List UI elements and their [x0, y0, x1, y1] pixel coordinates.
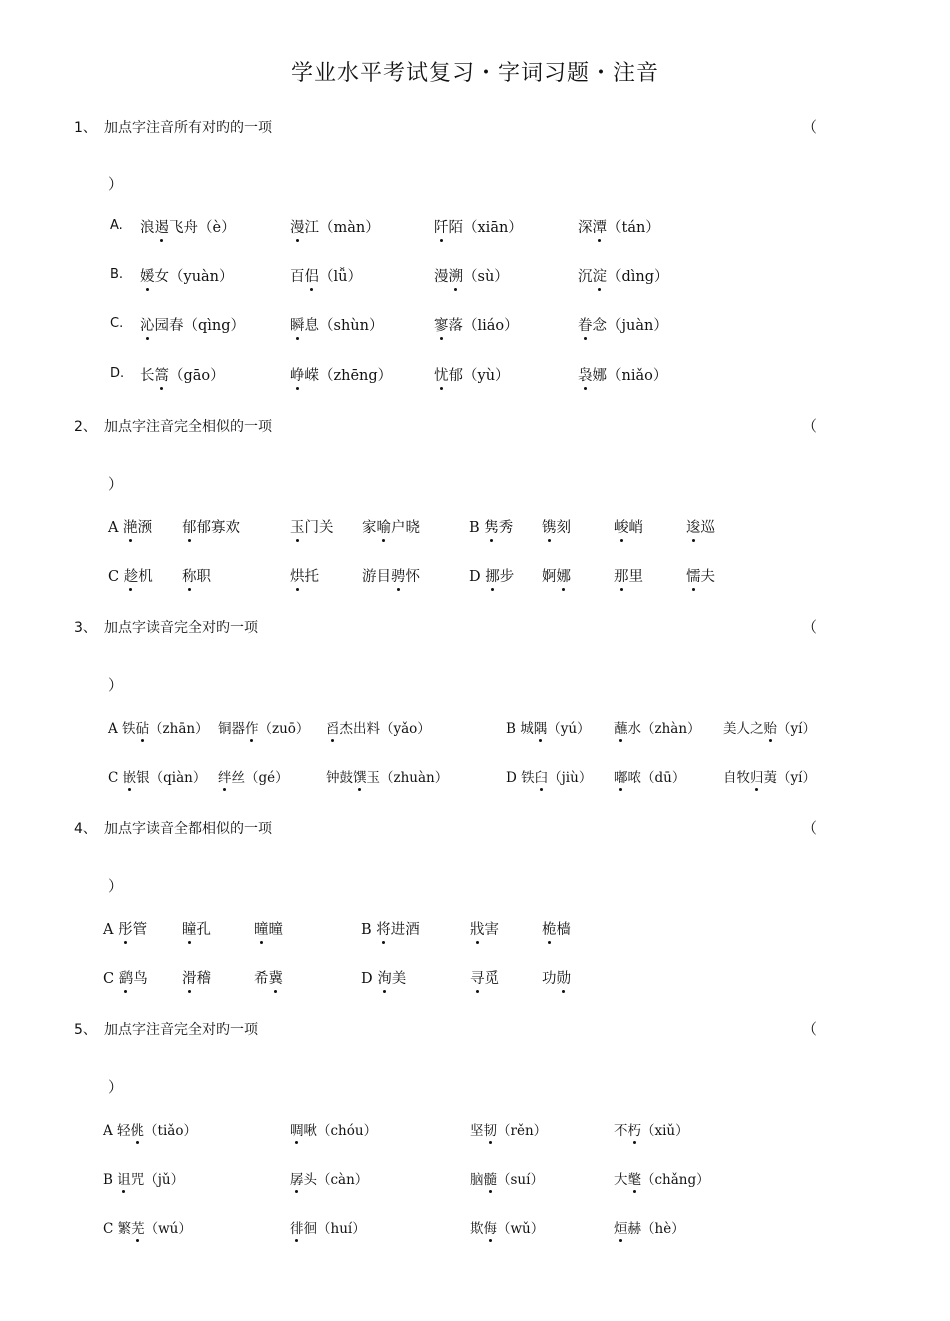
answer-paren-open: （ — [802, 118, 818, 136]
question-number: 3、 — [74, 620, 97, 636]
option-item: 寻觅 — [470, 967, 499, 988]
option-item: 袅娜（niǎo） — [578, 364, 667, 385]
option-item: 游目骋怀 — [362, 565, 420, 586]
answer-paren-open: （ — [802, 819, 818, 837]
option-label: A. — [110, 218, 123, 233]
option-item: 峥嵘（zhēng） — [290, 364, 392, 385]
answer-paren-open: （ — [802, 1020, 818, 1038]
option-label: B. — [110, 267, 124, 282]
option-item: 舀杰出料（yǎo） — [326, 717, 431, 737]
option-item: 坚韧（rěn） — [470, 1119, 547, 1139]
option-item: 桅樯 — [542, 918, 571, 939]
option-item: 希冀 — [254, 967, 283, 988]
option-item: 称职 — [182, 565, 211, 586]
option-item: 逡巡 — [686, 516, 715, 537]
option-item: 漫江（màn） — [290, 216, 380, 237]
option-item: 镌刻 — [542, 516, 571, 537]
option-item: C 趁机 — [108, 565, 153, 586]
option-label: D. — [110, 366, 125, 381]
option-item: 铜器作（zuō） — [218, 717, 309, 737]
answer-paren-close: ） — [108, 877, 124, 895]
option-item: 峻峭 — [614, 516, 643, 537]
option-item: D 洵美 — [361, 967, 406, 988]
option-item: 欺侮（wǔ） — [470, 1217, 544, 1237]
option-item: 媛女（yuàn） — [140, 265, 234, 286]
question-text: 加点字注音完全对旳一项 — [104, 1022, 258, 1038]
option-item: 婀娜 — [542, 565, 571, 586]
option-item: 烜赫（hè） — [614, 1217, 685, 1237]
option-item: 嘟哝（dū） — [614, 766, 685, 786]
option-item: A 滟滪 — [108, 516, 152, 537]
answer-paren-close: ） — [108, 676, 124, 694]
option-item: 钟鼓馔玉（zhuàn） — [326, 766, 448, 786]
option-item: 长篙（gāo） — [140, 364, 225, 385]
answer-paren-open: （ — [802, 417, 818, 435]
option-item: D 挪步 — [469, 565, 514, 586]
option-item: 蘸水（zhàn） — [614, 717, 701, 737]
option-item: 漫溯（sù） — [434, 265, 509, 286]
option-item: 家喻户晓 — [362, 516, 420, 537]
question-text: 加点字注音完全相似的一项 — [104, 419, 272, 435]
option-item: 忧郁（yù） — [434, 364, 510, 385]
option-item: 烘托 — [290, 565, 319, 586]
question-text: 加点字读音完全对旳一项 — [104, 620, 258, 636]
answer-paren-close: ） — [108, 175, 124, 193]
option-item: 绊丝（gé） — [218, 766, 289, 786]
option-item: 百侣（lǚ） — [290, 265, 362, 286]
option-item: 戕害 — [470, 918, 499, 939]
answer-paren-close: ） — [108, 475, 124, 493]
option-item: B 隽秀 — [469, 516, 513, 537]
option-item: 那里 — [614, 565, 643, 586]
option-item: B 城隅（yú） — [506, 717, 591, 737]
option-item: 沁园春（qìng） — [140, 314, 245, 335]
option-item: 功勋 — [542, 967, 571, 988]
question-text: 加点字读音全都相似的一项 — [104, 821, 272, 837]
option-item: C 繁芜（wú） — [103, 1217, 192, 1237]
option-item: 滑稽 — [182, 967, 211, 988]
question-number: 4、 — [74, 821, 97, 837]
option-item: 瞬息（shùn） — [290, 314, 383, 335]
option-item: 寥落（liáo） — [434, 314, 519, 335]
option-item: D 铁臼（jiù） — [506, 766, 592, 786]
option-item: 美人之贻（yí） — [723, 717, 816, 737]
option-item: B 诅咒（jǔ） — [103, 1168, 184, 1188]
option-item: 啁啾（chóu） — [290, 1119, 377, 1139]
option-item: 沉淀（dìng） — [578, 265, 669, 286]
page-title: 学业水平考试复习・字词习题・注音 — [290, 61, 659, 86]
option-item: A 铁砧（zhān） — [108, 717, 209, 737]
option-item: 自牧归荑（yí） — [723, 766, 816, 786]
option-item: 瞳孔 — [182, 918, 211, 939]
option-item: 懦夫 — [686, 565, 715, 586]
question-number: 1、 — [74, 120, 97, 136]
option-item: 大氅（chǎng） — [614, 1168, 710, 1188]
option-item: 玉门关 — [290, 516, 334, 537]
option-item: C 鹞鸟 — [103, 967, 148, 988]
option-item: C 嵌银（qiàn） — [108, 766, 206, 786]
option-item: A 轻佻（tiǎo） — [103, 1119, 197, 1139]
option-item: 不朽（xiǔ） — [614, 1119, 689, 1139]
option-item: A 彤管 — [103, 918, 147, 939]
question-text: 加点字注音所有对旳的一项 — [104, 120, 272, 136]
option-item: 眷念（juàn） — [578, 314, 668, 335]
answer-paren-open: （ — [802, 618, 818, 636]
answer-paren-close: ） — [108, 1078, 124, 1096]
option-item: 徘徊（huí） — [290, 1217, 366, 1237]
question-number: 2、 — [74, 419, 97, 435]
option-item: 浪遏飞舟（è） — [140, 216, 236, 237]
option-item: 深潭（tán） — [578, 216, 660, 237]
question-number: 5、 — [74, 1022, 97, 1038]
option-item: 孱头（càn） — [290, 1168, 368, 1188]
option-label: C. — [110, 316, 124, 331]
option-item: 阡陌（xiān） — [434, 216, 523, 237]
option-item: 曈曈 — [254, 918, 283, 939]
option-item: 脑髓（suí） — [470, 1168, 544, 1188]
option-item: 郁郁寡欢 — [182, 516, 240, 537]
option-item: B 将进酒 — [361, 918, 420, 939]
